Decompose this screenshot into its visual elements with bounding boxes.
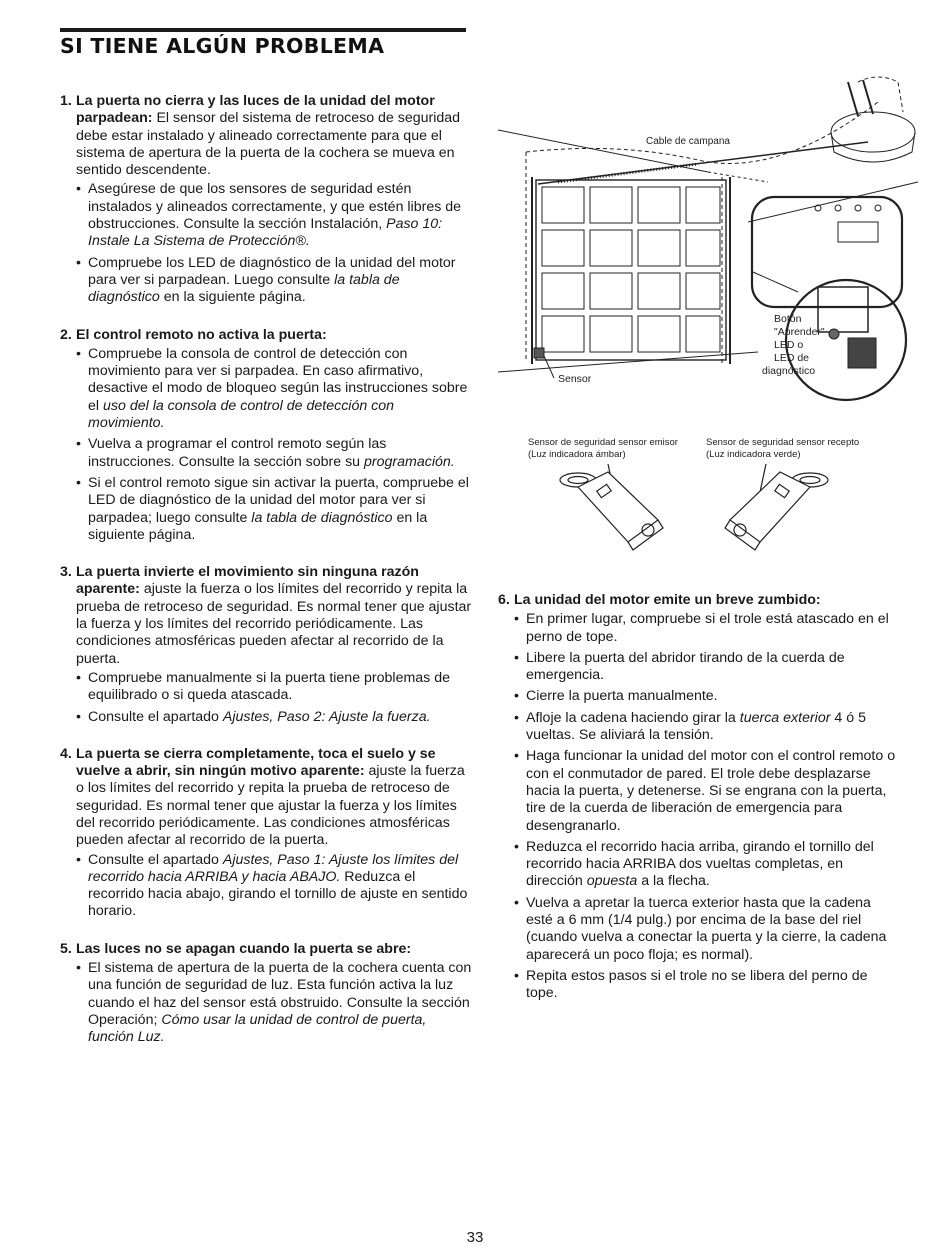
- label-diagnostic: diagnóstico: [762, 365, 816, 377]
- bullet-list: [76, 670, 472, 726]
- section-paragraph: [76, 564, 472, 668]
- section-1: [60, 93, 472, 307]
- page-number: 33: [466, 1229, 484, 1246]
- sender-sensor-drawing: [560, 464, 663, 550]
- list-item: • El sistema de apertura de la puerta de la cochera cuenta con una función de seguridad de luz. Esta función activa la luz cuando el haz del sensor está obstruido. Consulte la sección Operación; Cómo usar la unidad de control de puerta, función Luz.: [76, 960, 472, 1046]
- section-body: ajuste la fuerza o los límites del recorrido y repita la prueba de retroceso de seguridad. Es normal tener que ajustar la fuerza y los límites del recorrido periódicamente. Las condiciones atmosféricas pueden afectar al recorrido de la puerta.: [76, 581, 472, 667]
- bullet-list: [76, 346, 472, 544]
- magnifier-circle: [786, 280, 906, 400]
- section-number: 1.: [60, 93, 72, 109]
- section-number: 5.: [60, 940, 72, 957]
- list-item: • Afloje la cadena haciendo girar la tuerca exterior 4 ó 5 vueltas. Se aliviará la tensión.: [514, 709, 866, 744]
- right-column: [498, 592, 898, 1023]
- label-bell-wire: Cable de campana: [646, 136, 730, 147]
- section-paragraph: [76, 327, 472, 344]
- list-item: • En primer lugar, compruebe si el trole está atascado en el perno de tope.: [514, 611, 889, 645]
- garage-door-figure: [498, 72, 918, 560]
- section-heading: La puerta no cierra y las luces de la unidad del motor parpadean:: [76, 93, 435, 127]
- section-paragraph: [76, 941, 472, 958]
- section-paragraph: [76, 746, 472, 850]
- section-paragraph: [76, 93, 472, 179]
- list-item: • Repita estos pasos si el trole no se libera del perno de tope.: [514, 967, 868, 1002]
- label-led-de: LED de: [774, 352, 810, 364]
- label-learn: "Aprender": [774, 326, 825, 338]
- bell-wire: [526, 102, 878, 163]
- list-item: • Consulte el apartado Ajustes, Paso 2: Ajuste la fuerza.: [76, 708, 431, 725]
- list-item: • Compruebe manualmente si la puerta tiene problemas de equilibrado o si queda atascada.: [76, 669, 450, 704]
- sender-caption-1: Sensor de seguridad sensor emisor: [528, 437, 678, 448]
- section-heading: La puerta se cierra completamente, toca el suelo y se vuelve a abrir, sin ningún motivo aparente:: [76, 745, 436, 780]
- section-6: [498, 592, 898, 1003]
- motor-unit: [831, 112, 915, 152]
- receiver-caption-2: (Luz indicadora verde): [706, 449, 801, 460]
- section-heading: Las luces no se apagan cuando la puerta se abre:: [76, 940, 412, 957]
- receiver-sensor-drawing: [725, 464, 828, 550]
- garage-door: [536, 180, 726, 360]
- door-panels: [542, 187, 720, 352]
- list-item: • Si el control remoto sigue sin activar la puerta, compruebe el LED de diagnóstico de la unidad del motor para ver si parpadea; luego consulte la tabla de diagnóstico en la siguiente página.: [76, 474, 469, 543]
- bullet-list: [76, 852, 472, 921]
- page-title: SI TIENE ALGÚN PROBLEMA: [60, 34, 385, 58]
- section-3: [60, 564, 472, 726]
- list-item: • Compruebe los LED de diagnóstico de la unidad del motor para ver si parpadean. Luego consulte la tabla de diagnóstico en la siguiente página.: [76, 254, 456, 306]
- section-4: [60, 746, 472, 921]
- list-item: • Reduzca el recorrido hacia arriba, girando el tornillo del recorrido hacia ARRIBA dos vueltas completas, en dirección opuesta a la flecha.: [514, 838, 874, 890]
- sender-caption-2: (Luz indicadora ámbar): [528, 449, 626, 460]
- list-item: • Vuelva a apretar la tuerca exterior hasta que la cadena esté a 6 mm (1/4 pulg.) por encima de la base del riel (cuando vuelva a conectar la puerta y la cierre, la cadena aparecerá un poco floja; es normal).: [514, 894, 887, 963]
- section-heading: La puerta invierte el movimiento sin ninguna razón aparente:: [76, 564, 419, 598]
- list-item: • Haga funcionar la unidad del motor con el control remoto o con el conmutador de pared. El trole debe desplazarse hacia la puerta, y detenerse. Si se engrana con la puerta, tire de la cuerda de liberación de emergencia para desengranarlo.: [514, 748, 896, 834]
- left-column: [60, 93, 472, 1067]
- list-item: • Libere la puerta del abridor tirando de la cuerda de emergencia.: [514, 649, 845, 684]
- section-heading: El control remoto no activa la puerta:: [76, 326, 327, 343]
- list-item: • Compruebe la consola de control de detección con movimiento para ver si parpadea. En caso afirmativo, desactive el modo de bloqueo según las instrucciones sobre el uso del la consola de control de detección con movimiento.: [76, 345, 468, 432]
- section-2: [60, 327, 472, 545]
- section-number: 2.: [60, 326, 72, 343]
- section-5: [60, 941, 472, 1047]
- section-number: 3.: [60, 564, 72, 581]
- section-number: 4.: [60, 745, 72, 762]
- section-body: El sensor del sistema de retroceso de seguridad debe estar instalado y alineado correctamente para que el sistema de apertura de la puerta de la cochera se mueva en sentido descendente.: [76, 110, 461, 179]
- label-led: LED o: [774, 339, 804, 351]
- list-item: • Consulte el apartado Ajustes, Paso 1: Ajuste los límites del recorrido hacia ARRIBA y hacia ABAJO. Reduzca el recorrido hacia abajo, girando el tornillo de ajuste en sentido horario.: [76, 851, 468, 920]
- bullet-list: [76, 181, 472, 306]
- section-number: 6.: [498, 592, 510, 608]
- section-body: ajuste la fuerza o los límites del recorrido y repita la prueba de retroceso de seguridad. Es normal tener que ajustar la fuerza y los límites del recorrido periódicamente. Las condiciones atmosféricas pueden afectar al recorrido de la puerta.: [76, 763, 465, 849]
- label-button: Botón: [774, 313, 802, 325]
- receiver-caption-1: Sensor de seguridad sensor recepto: [706, 437, 860, 448]
- bullet-list: [514, 611, 898, 1002]
- section-paragraph: [514, 592, 898, 609]
- section-heading: La unidad del motor emite un breve zumbido:: [514, 592, 821, 608]
- title-rule: [60, 28, 466, 32]
- label-sensor: Sensor: [558, 373, 592, 385]
- list-item: • Vuelva a programar el control remoto según las instrucciones. Consulte la sección sobre su programación.: [76, 436, 455, 470]
- list-item: • Cierre la puerta manualmente.: [514, 688, 718, 705]
- bullet-list: [76, 960, 472, 1046]
- list-item: • Asegúrese de que los sensores de seguridad estén instalados y alineados correctamente, y que estén libres de obstrucciones. Consulte la sección Instalación, Paso 10: Instale La Sistema de Protección®.: [76, 181, 462, 250]
